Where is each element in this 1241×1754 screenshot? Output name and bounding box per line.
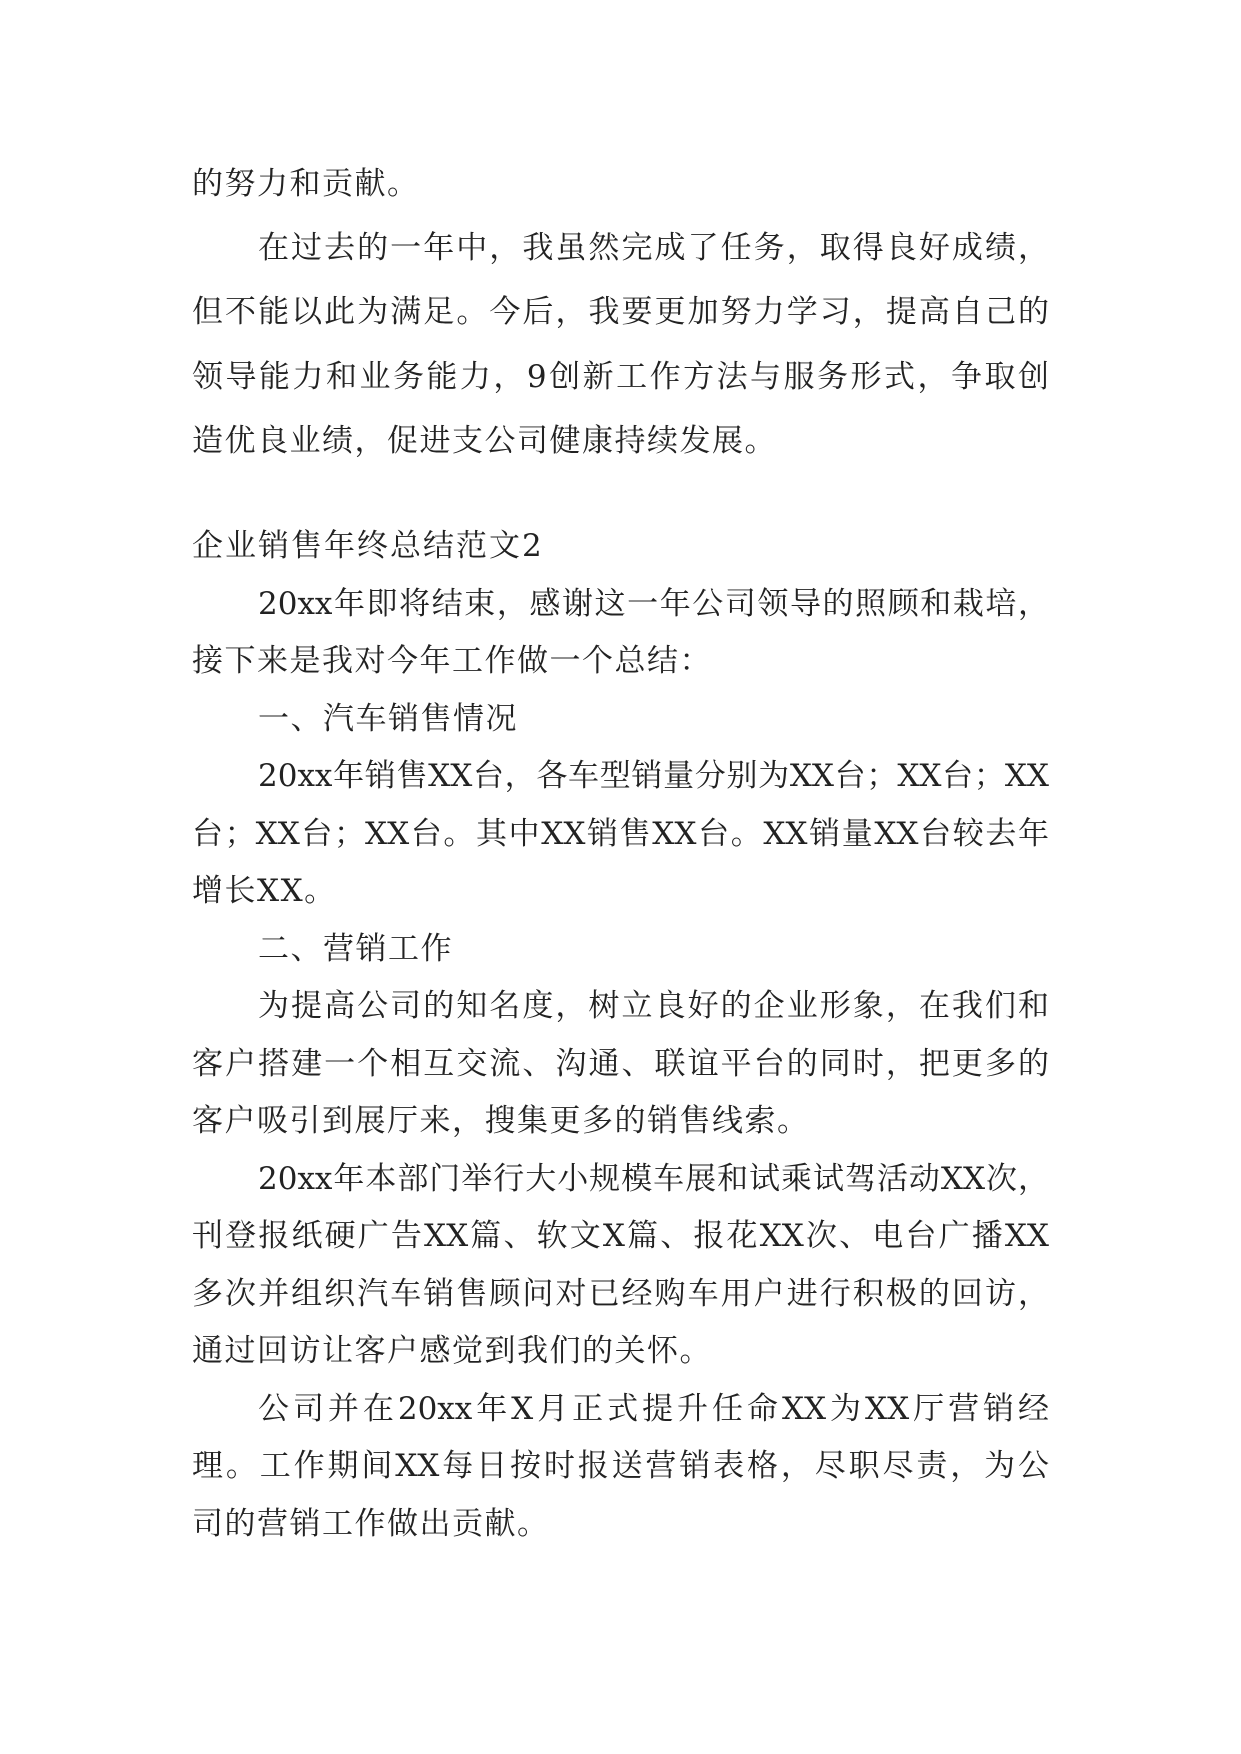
paragraph-line: 造优良业绩，促进支公司健康持续发展。 <box>192 423 777 459</box>
paragraph-line: 的努力和贡献。 <box>192 166 420 202</box>
paragraph-line: 公司并在20xx年X月正式提升任命XX为XX厅营销经 <box>258 1391 1049 1427</box>
paragraph-line: 台；XX台；XX台。其中XX销售XX台。XX销量XX台较去年 <box>192 816 1049 852</box>
paragraph-line: 多次并组织汽车销售顾问对已经购车用户进行积极的回访， <box>192 1276 1049 1312</box>
paragraph-line: 20xx年即将结束，感谢这一年公司领导的照顾和栽培， <box>258 586 1049 622</box>
paragraph-line: 客户吸引到展厅来，搜集更多的销售线索。 <box>192 1103 810 1139</box>
paragraph-line: 接下来是我对今年工作做一个总结： <box>192 643 712 679</box>
subsection-heading: 二、营销工作 <box>258 931 453 967</box>
section-title: 企业销售年终总结范文2 <box>192 528 544 564</box>
paragraph-line: 通过回访让客户感觉到我们的关怀。 <box>192 1333 712 1369</box>
paragraph-line: 司的营销工作做出贡献。 <box>192 1506 550 1542</box>
paragraph-line: 客户搭建一个相互交流、沟通、联谊平台的同时，把更多的 <box>192 1046 1049 1082</box>
paragraph-line: 领导能力和业务能力，9创新工作方法与服务形式，争取创 <box>192 359 1049 395</box>
paragraph-line: 为提高公司的知名度，树立良好的企业形象，在我们和 <box>258 988 1049 1024</box>
paragraph-line: 20xx年销售XX台，各车型销量分别为XX台；XX台；XX <box>258 758 1049 794</box>
subsection-heading: 一、汽车销售情况 <box>258 701 518 737</box>
paragraph-line: 理。工作期间XX每日按时报送营销表格，尽职尽责，为公 <box>192 1448 1049 1484</box>
paragraph-line: 刊登报纸硬广告XX篇、软文X篇、报花XX次、电台广播XX <box>192 1218 1049 1254</box>
paragraph-line: 但不能以此为满足。今后，我要更加努力学习，提高自己的 <box>192 294 1049 330</box>
paragraph-line: 增长XX。 <box>192 873 337 909</box>
paragraph-line: 20xx年本部门举行大小规模车展和试乘试驾活动XX次， <box>258 1161 1049 1197</box>
paragraph-line: 在过去的一年中，我虽然完成了任务，取得良好成绩， <box>258 230 1049 266</box>
